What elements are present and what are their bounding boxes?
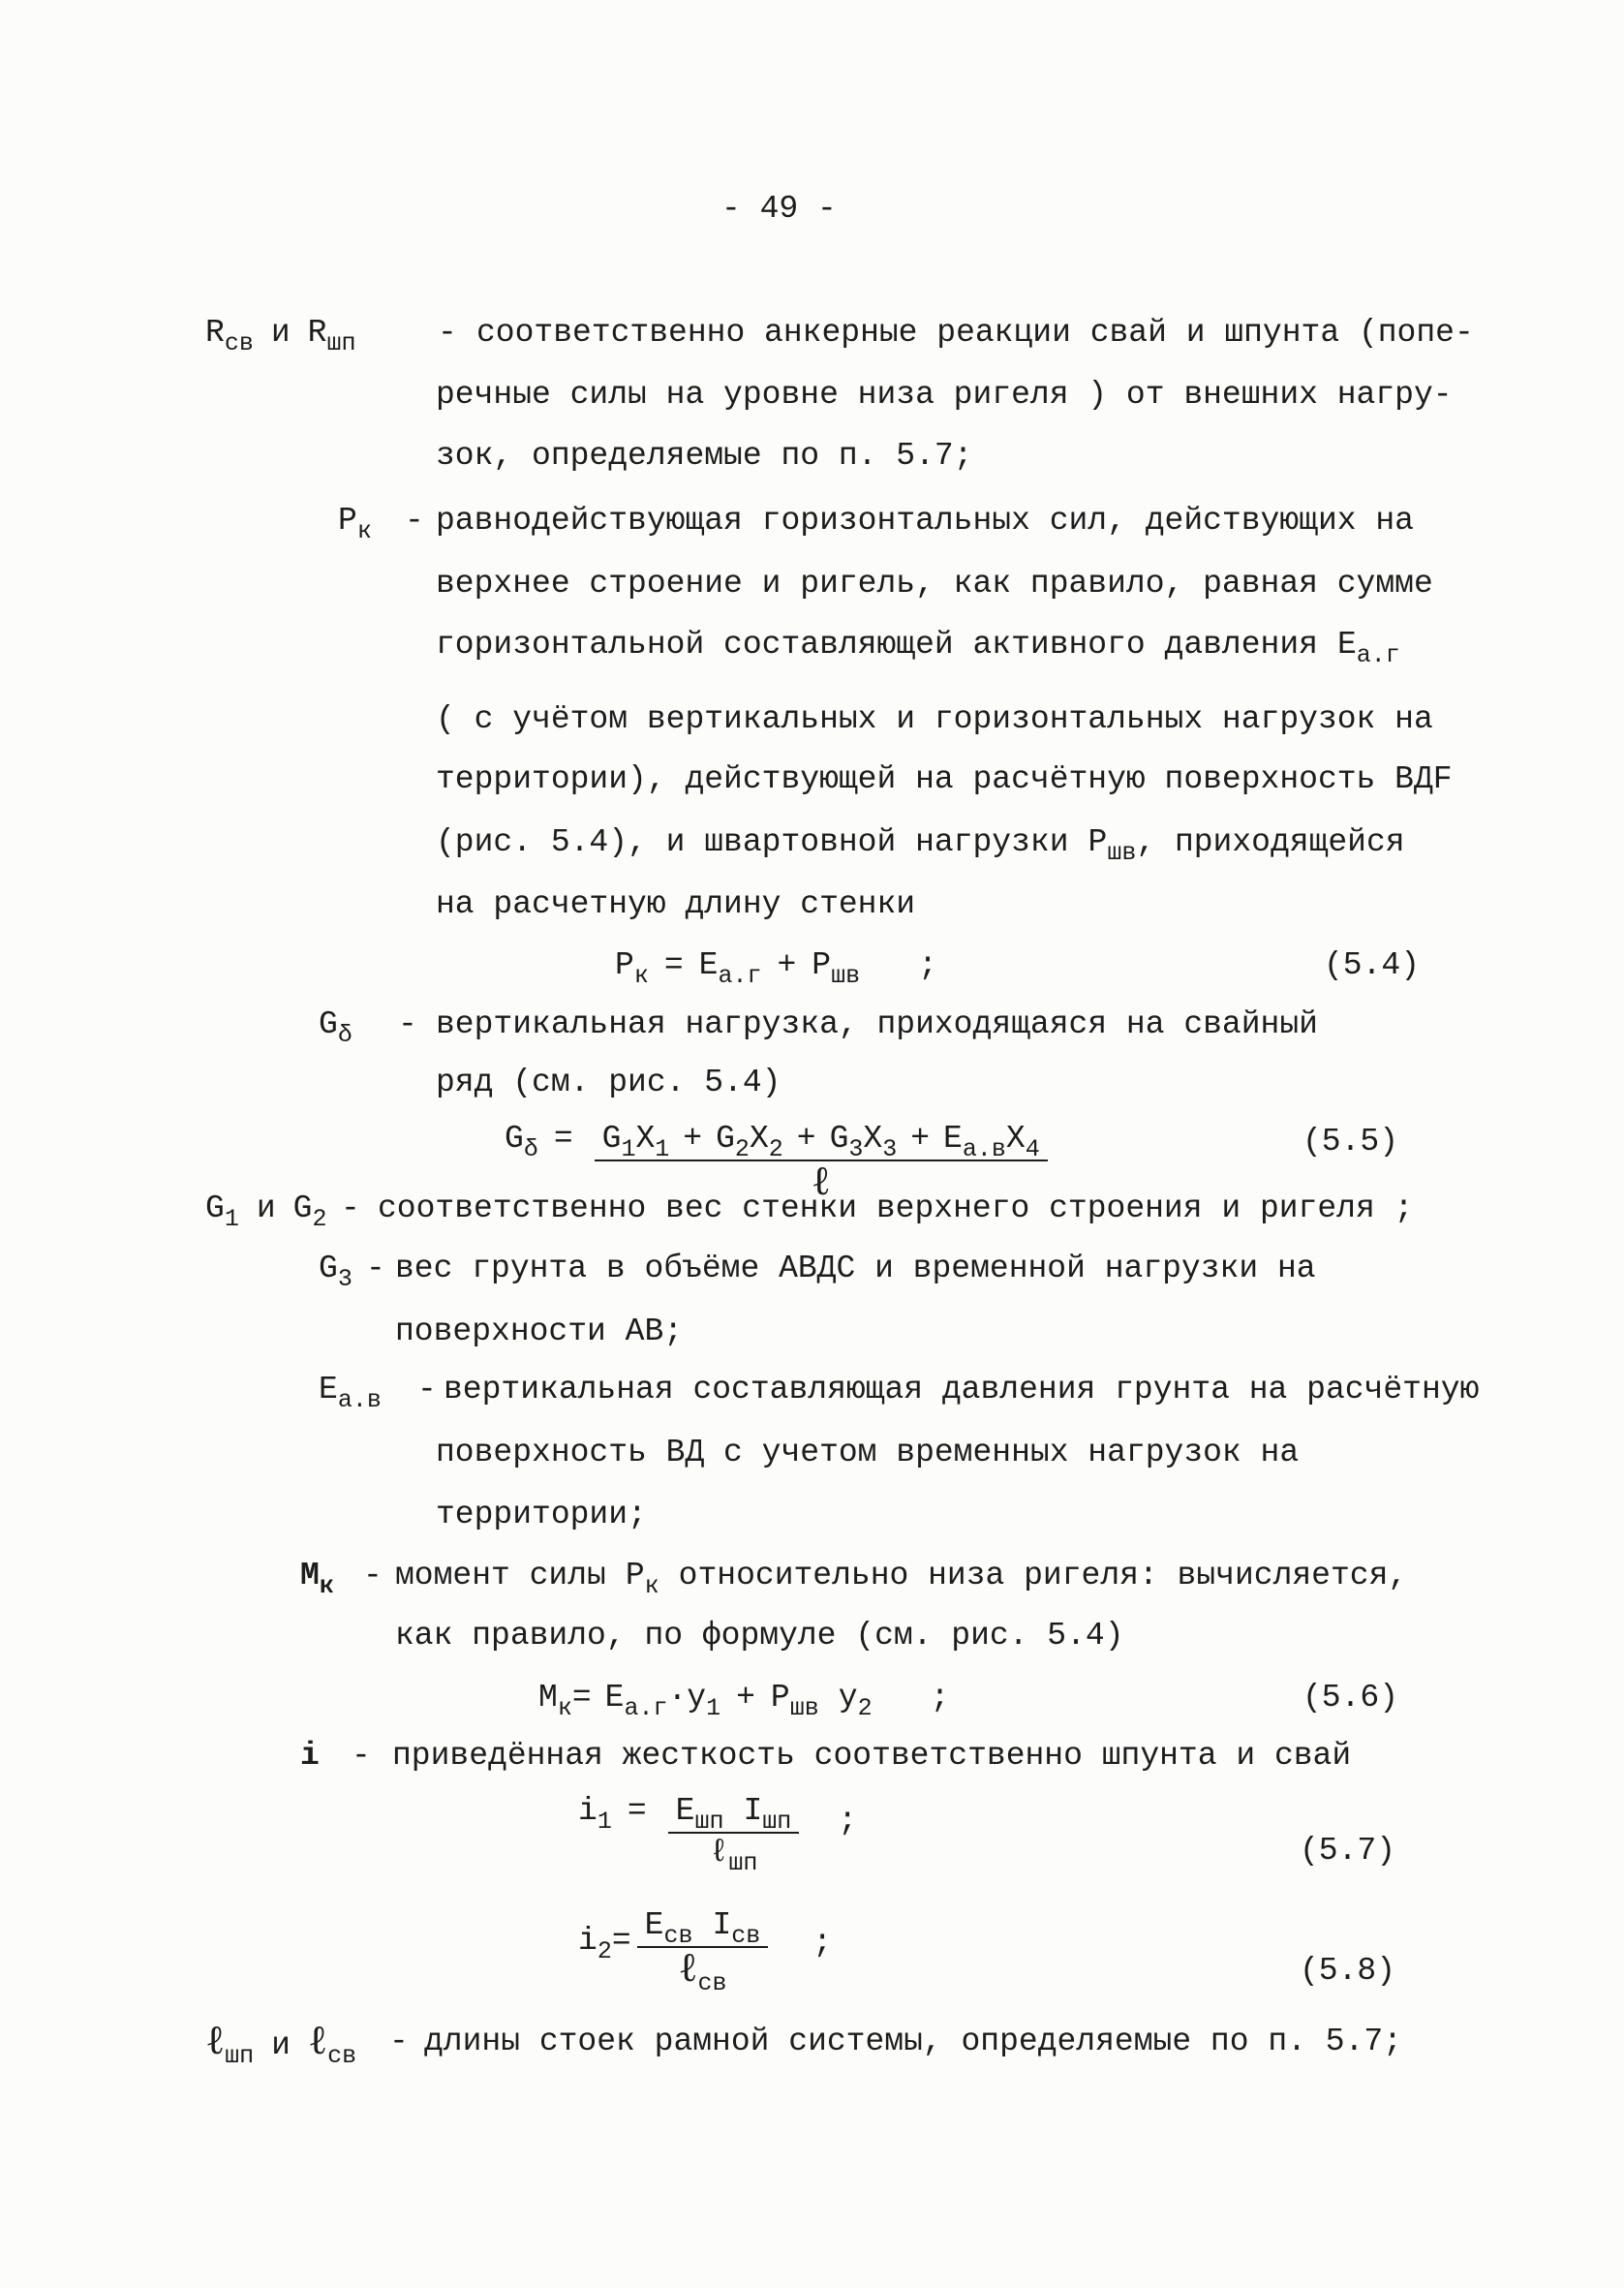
- def-eav-text-line: вертикальная составляющая давления грунта на расчётную: [444, 1372, 1480, 1407]
- conjunction: и: [256, 1190, 276, 1226]
- subscript: св: [663, 1922, 693, 1950]
- symbol-e: E: [319, 1372, 338, 1407]
- subscript: шп: [762, 1808, 792, 1836]
- text: относительно низа ригеля: вычисляется,: [678, 1558, 1408, 1593]
- subscript: 2: [768, 1135, 783, 1163]
- subscript: 1: [597, 1808, 612, 1836]
- def-r-text-line: соответственно анкерные реакции свай и шпунта (попе-: [476, 315, 1474, 351]
- def-mk-text-line: [395, 1557, 1408, 1600]
- symbol-g: G: [292, 1190, 313, 1226]
- def-g12-label: [205, 1190, 327, 1233]
- semicolon: ;: [838, 1803, 858, 1839]
- symbol-l: ℓ: [205, 2016, 226, 2063]
- symbol-g: G: [319, 1251, 338, 1286]
- equation-5-6: [538, 1679, 950, 1722]
- symbol-i: i: [578, 1923, 598, 1959]
- symbol-e: E: [675, 1793, 695, 1829]
- text: момент силы: [395, 1558, 606, 1593]
- subscript: 1: [621, 1135, 636, 1163]
- symbol-e: E: [644, 1907, 664, 1943]
- def-i-text-line: приведённая жесткость соответственно шпунта и свай: [392, 1738, 1352, 1774]
- equals-sign: =: [627, 1793, 647, 1829]
- subscript: к: [319, 1572, 334, 1600]
- def-mk-label: [300, 1557, 334, 1600]
- def-dash: -: [352, 1738, 371, 1774]
- symbol-i: I: [743, 1793, 763, 1829]
- symbol-p: P: [1088, 824, 1108, 860]
- numerator: [668, 1793, 800, 1834]
- symbol-p: P: [338, 503, 357, 539]
- subscript: к: [557, 1694, 572, 1722]
- symbol-m: M: [300, 1558, 320, 1593]
- subscript: 3: [848, 1135, 864, 1163]
- symbol-g: G: [205, 1190, 225, 1226]
- subscript: шв: [831, 962, 861, 990]
- symbol-y: y: [838, 1680, 858, 1716]
- def-gd-label: [319, 1005, 352, 1049]
- def-pk-text-line: на расчетную длину стенки: [436, 886, 916, 922]
- subscript: к: [356, 517, 372, 545]
- symbol-r: R: [307, 315, 327, 351]
- subscript: а.в: [962, 1135, 1006, 1163]
- page-number: - 49 -: [721, 191, 837, 227]
- denominator: [709, 1834, 758, 1877]
- semicolon: ;: [918, 947, 937, 983]
- semicolon: ;: [930, 1680, 950, 1716]
- plus-sign: +: [910, 1121, 931, 1157]
- equation-number: (5.6): [1302, 1680, 1399, 1716]
- def-dash: -: [405, 503, 424, 539]
- symbol-g: G: [601, 1121, 622, 1157]
- subscript: 3: [337, 1265, 352, 1293]
- equation-5-5: [505, 1121, 1054, 1204]
- fraction: [637, 1907, 769, 1997]
- symbol-g: G: [716, 1121, 735, 1157]
- conjunction: и: [270, 315, 291, 351]
- subscript: св: [327, 2042, 357, 2070]
- def-g3-text-line: вес грунта в объёме АВДС и временной нагрузки на: [395, 1251, 1316, 1286]
- text: горизонтальной составляющей активного давления: [436, 627, 1318, 663]
- def-dash: -: [366, 1251, 385, 1286]
- def-dash: -: [341, 1190, 360, 1226]
- equation-number: (5.8): [1300, 1953, 1396, 1989]
- symbol-m: M: [538, 1680, 558, 1716]
- equation-5-4: [615, 946, 937, 990]
- plus-sign: +: [777, 947, 797, 983]
- def-eav-label: [319, 1371, 382, 1414]
- def-pk-text-line: территории), действующей на расчётную поверхность ВДF: [436, 761, 1453, 797]
- symbol-r: R: [205, 315, 225, 351]
- subscript: шв: [789, 1694, 819, 1722]
- subscript: шп: [694, 1808, 724, 1836]
- equals-sign: =: [611, 1923, 631, 1959]
- symbol-p: P: [625, 1558, 645, 1593]
- symbol-g: G: [829, 1121, 849, 1157]
- subscript: а.в: [337, 1386, 382, 1414]
- equation-lhs: [505, 1121, 589, 1163]
- plus-sign: +: [683, 1121, 703, 1157]
- symbol-x: X: [749, 1121, 769, 1157]
- def-dash: -: [438, 315, 457, 351]
- symbol-g: G: [505, 1121, 524, 1157]
- equation-5-7: [578, 1793, 858, 1877]
- fraction: [595, 1121, 1048, 1204]
- denominator: [678, 1943, 727, 1997]
- def-r-text-line: речные силы на уровне низа ригеля ) от внешних нагру-: [436, 377, 1453, 413]
- symbol-p: P: [615, 947, 634, 983]
- symbol-e: E: [943, 1121, 963, 1157]
- def-dash: -: [398, 1006, 417, 1042]
- equation-5-8: [578, 1907, 833, 1997]
- subscript: а.г: [718, 962, 762, 990]
- symbol-i: I: [712, 1907, 732, 1943]
- subscript: 1: [706, 1694, 721, 1722]
- subscript: 4: [1025, 1135, 1040, 1163]
- def-eav-text-line: территории;: [436, 1497, 647, 1532]
- subscript: а.г: [1356, 641, 1400, 669]
- fraction: [668, 1793, 800, 1877]
- subscript: св: [224, 329, 254, 357]
- equals-sign: =: [571, 1680, 592, 1716]
- symbol-i: i: [578, 1793, 598, 1829]
- plus-sign: +: [736, 1680, 755, 1716]
- subscript: δ: [523, 1135, 538, 1163]
- equals-sign: =: [663, 947, 684, 983]
- subscript: св: [731, 1922, 761, 1950]
- def-dash: -: [389, 2024, 409, 2059]
- subscript: к: [644, 1572, 659, 1600]
- symbol-e: E: [604, 1680, 625, 1716]
- def-gd-text-line: ряд (см. рис. 5.4): [436, 1065, 781, 1100]
- def-r-text-line: зок, определяемые по п. 5.7;: [436, 438, 973, 474]
- symbol-x: X: [1005, 1121, 1026, 1157]
- def-pk-text-line: верхнее строение и ригель, как правило, равная сумме: [436, 566, 1433, 602]
- def-l-text-line: длины стоек рамной системы, определяемые по п. 5.7;: [424, 2024, 1402, 2059]
- def-dash: -: [417, 1372, 437, 1407]
- symbol-l: ℓ: [307, 2016, 328, 2063]
- symbol-y: y: [687, 1680, 707, 1716]
- text: (рис. 5.4), и швартовной нагрузки: [436, 824, 1069, 860]
- def-r-label: [205, 314, 355, 355]
- equation-number: (5.4): [1324, 947, 1421, 983]
- denominator: ℓ: [811, 1157, 831, 1204]
- subscript: δ: [337, 1021, 352, 1049]
- def-g3-text-line: поверхности АВ;: [395, 1314, 684, 1349]
- def-gd-text-line: вертикальная нагрузка, приходящаяся на свайный: [436, 1006, 1318, 1042]
- symbol-p: P: [812, 947, 832, 983]
- def-l-label: [205, 2016, 357, 2070]
- equation-lhs: [578, 1793, 662, 1836]
- subscript: шп: [326, 329, 356, 357]
- equation-number: (5.7): [1300, 1833, 1396, 1869]
- subscript: а.г: [624, 1694, 668, 1722]
- def-mk-text-line: как правило, по формуле (см. рис. 5.4): [395, 1618, 1124, 1654]
- symbol-l: ℓ: [678, 1943, 698, 1991]
- def-g3-label: [319, 1250, 352, 1293]
- subscript: 2: [857, 1694, 873, 1722]
- semicolon: ;: [812, 1925, 833, 1961]
- equation-number: (5.5): [1302, 1124, 1399, 1159]
- subscript: 3: [882, 1135, 898, 1163]
- def-pk-text-line: [436, 626, 1400, 669]
- def-pk-text-line: ( с учётом вертикальных и горизонтальных нагрузок на: [436, 701, 1433, 737]
- def-pk-text-line: равнодействующая горизонтальных сил, действующих на: [436, 503, 1414, 539]
- symbol-e: E: [1336, 627, 1357, 663]
- subscript: шв: [1107, 839, 1137, 867]
- subscript: к: [633, 962, 649, 990]
- subscript: 1: [224, 1205, 239, 1233]
- subscript: 1: [655, 1135, 670, 1163]
- symbol-p: P: [770, 1680, 790, 1716]
- subscript: 2: [597, 1937, 612, 1965]
- symbol-e: E: [698, 947, 719, 983]
- equation-lhs: [578, 1907, 631, 1965]
- def-dash: -: [363, 1558, 383, 1593]
- subscript: шп: [225, 2042, 255, 2070]
- numerator: [637, 1907, 769, 1948]
- symbol-l: ℓ: [709, 1835, 729, 1871]
- plus-sign: +: [796, 1121, 816, 1157]
- numerator: [595, 1121, 1048, 1161]
- multiplication-dot: ·: [667, 1680, 688, 1716]
- conjunction: и: [271, 2027, 291, 2063]
- symbol-x: X: [863, 1121, 883, 1157]
- def-i-label: i: [300, 1738, 320, 1774]
- def-g12-text-line: соответственно вес стенки верхнего строения и ригеля ;: [378, 1190, 1414, 1226]
- def-eav-text-line: поверхность ВД с учетом временных нагрузок на: [436, 1435, 1300, 1470]
- symbol-x: X: [635, 1121, 656, 1157]
- symbol-g: G: [319, 1006, 338, 1042]
- def-pk-label: [338, 502, 372, 545]
- subscript: св: [697, 1969, 727, 1997]
- subscript: 2: [734, 1135, 750, 1163]
- text: , приходящейся: [1136, 824, 1405, 860]
- equals-sign: =: [553, 1121, 573, 1157]
- subscript: шп: [728, 1849, 758, 1877]
- def-pk-text-line: [436, 823, 1405, 867]
- subscript: 2: [312, 1205, 327, 1233]
